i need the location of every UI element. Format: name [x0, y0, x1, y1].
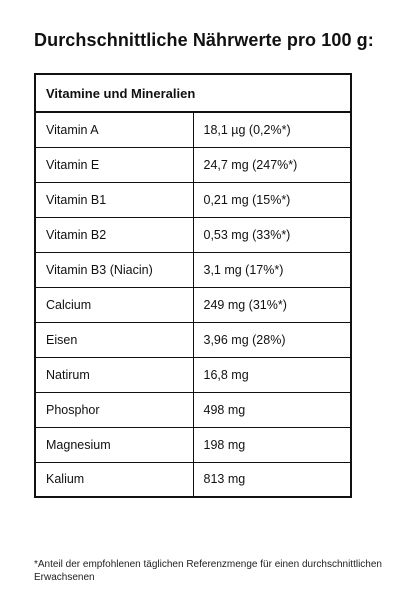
nutrient-name: Vitamin A	[35, 112, 193, 147]
footnote: *Anteil der empfohlenen täglichen Referenzmenge für einen durchschnittlichen Erwachsenen	[34, 559, 382, 583]
table-row	[35, 112, 351, 147]
nutrient-value: 24,7 mg (247%*)	[193, 147, 351, 182]
nutrient-name: Magnesium	[35, 427, 193, 462]
nutrient-name: Natirum	[35, 357, 193, 392]
nutrient-name: Calcium	[35, 287, 193, 322]
table-row	[35, 147, 351, 182]
table-header-row	[35, 74, 351, 112]
table-row	[35, 392, 351, 427]
table-row	[35, 462, 351, 497]
nutrient-name: Vitamin E	[35, 147, 193, 182]
nutrient-name: Phosphor	[35, 392, 193, 427]
nutrient-name: Vitamin B2	[35, 217, 193, 252]
table-header: Vitamine und Mineralien	[35, 74, 351, 112]
nutrient-value: 813 mg	[193, 462, 351, 497]
table-row	[35, 357, 351, 392]
nutrient-value: 249 mg (31%*)	[193, 287, 351, 322]
nutrient-name: Vitamin B3 (Niacin)	[35, 252, 193, 287]
nutrient-value: 498 mg	[193, 392, 351, 427]
table-row	[35, 287, 351, 322]
nutrient-value: 0,53 mg (33%*)	[193, 217, 351, 252]
nutrient-name: Kalium	[35, 462, 193, 497]
nutrition-table	[34, 73, 352, 498]
page-title: Durchschnittliche Nährwerte pro 100 g:	[34, 30, 374, 50]
table-row	[35, 252, 351, 287]
nutrient-value: 18,1 µg (0,2%*)	[203, 122, 291, 137]
table-row	[35, 217, 351, 252]
nutrient-value: 198 mg	[193, 427, 351, 462]
nutrient-name: Vitamin B1	[35, 182, 193, 217]
nutrient-value: 3,96 mg (28%)	[193, 322, 351, 357]
nutrient-value: 16,8 mg	[193, 357, 351, 392]
nutrient-name: Eisen	[35, 322, 193, 357]
nutrient-value: 0,21 mg (15%*)	[193, 182, 351, 217]
table-row	[35, 182, 351, 217]
table-row	[35, 427, 351, 462]
table-row	[35, 322, 351, 357]
nutrient-value: 3,1 mg (17%*)	[193, 252, 351, 287]
